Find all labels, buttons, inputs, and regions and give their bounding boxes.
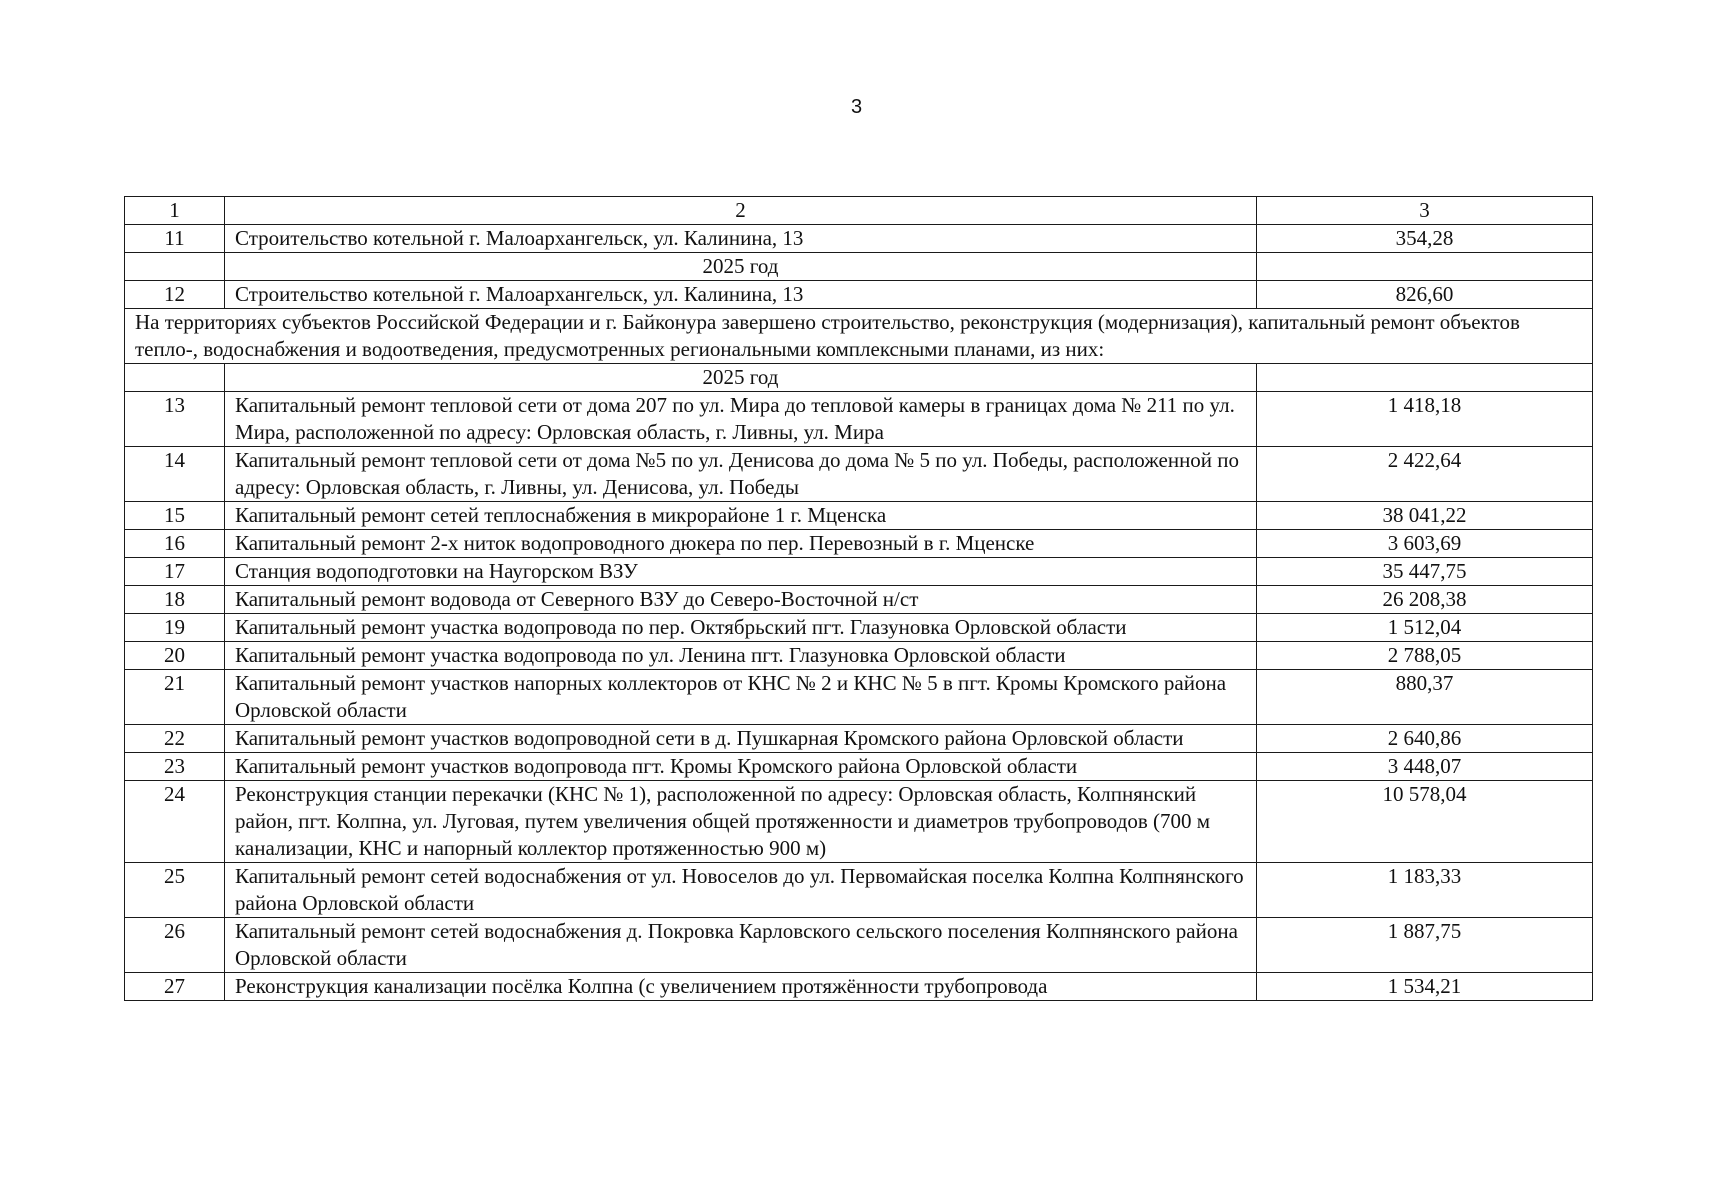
table-row xyxy=(125,586,1593,614)
row-number: 14 xyxy=(125,447,225,502)
section-note-row xyxy=(125,309,1593,364)
row-name: Капитальный ремонт участков напорных коллекторов от КНС № 2 и КНС № 5 в пгт. Кромы Кромского района Орловской области xyxy=(225,670,1257,725)
table-row xyxy=(125,502,1593,530)
table-row xyxy=(125,281,1593,309)
row-number: 25 xyxy=(125,863,225,918)
row-number: 24 xyxy=(125,781,225,863)
row-value: 880,37 xyxy=(1257,670,1593,725)
header-col-2: 2 xyxy=(225,197,1257,225)
section-year: 2025 год xyxy=(225,364,1257,392)
row-number: 19 xyxy=(125,614,225,642)
row-name: Капитальный ремонт тепловой сети от дома №5 по ул. Денисова до дома № 5 по ул. Победы, расположенной по адресу: Орловская область, г. Ливны, ул. Денисова, ул. Победы xyxy=(225,447,1257,502)
row-name: Капитальный ремонт сетей водоснабжения д. Покровка Карловского сельского поселения Колпнянского района Орловской области xyxy=(225,918,1257,973)
row-value: 826,60 xyxy=(1257,281,1593,309)
table-row xyxy=(125,918,1593,973)
section-year-row xyxy=(125,253,1593,281)
section-note: На территориях субъектов Российской Федерации и г. Байконура завершено строительство, реконструкция (модернизация), капитальный ремонт объектов тепло-, водоснабжения и водоотведения, предусмотренных региональными комплексными планами, из них: xyxy=(125,309,1593,364)
empty-cell xyxy=(125,253,225,281)
row-value: 1 534,21 xyxy=(1257,973,1593,1001)
section-year: 2025 год xyxy=(225,253,1257,281)
row-number: 21 xyxy=(125,670,225,725)
row-number: 20 xyxy=(125,642,225,670)
row-number: 16 xyxy=(125,530,225,558)
row-number: 17 xyxy=(125,558,225,586)
table-row xyxy=(125,670,1593,725)
row-name: Капитальный ремонт участка водопровода по ул. Ленина пгт. Глазуновка Орловской области xyxy=(225,642,1257,670)
row-number: 27 xyxy=(125,973,225,1001)
row-name: Строительство котельной г. Малоархангельск, ул. Калинина, 13 xyxy=(225,225,1257,253)
row-name: Капитальный ремонт участка водопровода по пер. Октябрьский пгт. Глазуновка Орловской области xyxy=(225,614,1257,642)
table-row xyxy=(125,781,1593,863)
row-value: 38 041,22 xyxy=(1257,502,1593,530)
table-row xyxy=(125,447,1593,502)
table-header-row xyxy=(125,197,1593,225)
header-col-1: 1 xyxy=(125,197,225,225)
row-name: Капитальный ремонт 2-х ниток водопроводного дюкера по пер. Перевозный в г. Мценске xyxy=(225,530,1257,558)
row-number: 15 xyxy=(125,502,225,530)
row-number: 26 xyxy=(125,918,225,973)
row-value: 26 208,38 xyxy=(1257,586,1593,614)
row-name: Реконструкция станции перекачки (КНС № 1), расположенной по адресу: Орловская область, Колпнянский район, пгт. Колпна, ул. Луговая, путем увеличения общей протяженности и диаметров трубопроводов (700 м канализации, КНС и напорный коллектор протяженностью 900 м) xyxy=(225,781,1257,863)
row-value: 3 603,69 xyxy=(1257,530,1593,558)
row-number: 22 xyxy=(125,725,225,753)
row-value: 354,28 xyxy=(1257,225,1593,253)
row-name: Станция водоподготовки на Наугорском ВЗУ xyxy=(225,558,1257,586)
row-name: Капитальный ремонт сетей водоснабжения от ул. Новоселов до ул. Первомайская поселка Колпна Колпнянского района Орловской области xyxy=(225,863,1257,918)
table-row xyxy=(125,973,1593,1001)
row-number: 18 xyxy=(125,586,225,614)
row-number: 23 xyxy=(125,753,225,781)
row-name: Капитальный ремонт участков водопровода пгт. Кромы Кромского района Орловской области xyxy=(225,753,1257,781)
row-name: Капитальный ремонт участков водопроводной сети в д. Пушкарная Кромского района Орловской области xyxy=(225,725,1257,753)
row-value: 1 418,18 xyxy=(1257,392,1593,447)
table-row xyxy=(125,614,1593,642)
row-number: 12 xyxy=(125,281,225,309)
empty-cell xyxy=(1257,253,1593,281)
row-value: 2 788,05 xyxy=(1257,642,1593,670)
table-row xyxy=(125,725,1593,753)
row-value: 2 422,64 xyxy=(1257,447,1593,502)
row-value: 3 448,07 xyxy=(1257,753,1593,781)
table-row xyxy=(125,753,1593,781)
page-number: 3 xyxy=(850,96,863,118)
row-value: 1 183,33 xyxy=(1257,863,1593,918)
table-row xyxy=(125,392,1593,447)
table-row xyxy=(125,225,1593,253)
row-name: Капитальный ремонт водовода от Северного ВЗУ до Северо-Восточной н/ст xyxy=(225,586,1257,614)
objects-table xyxy=(124,196,1593,1001)
section-year-row xyxy=(125,364,1593,392)
row-value: 35 447,75 xyxy=(1257,558,1593,586)
row-value: 10 578,04 xyxy=(1257,781,1593,863)
table-row xyxy=(125,642,1593,670)
empty-cell xyxy=(1257,364,1593,392)
header-col-3: 3 xyxy=(1257,197,1593,225)
row-name: Реконструкция канализации посёлка Колпна (с увеличением протяжённости трубопровода xyxy=(225,973,1257,1001)
row-value: 2 640,86 xyxy=(1257,725,1593,753)
table-row xyxy=(125,530,1593,558)
row-name: Капитальный ремонт тепловой сети от дома 207 по ул. Мира до тепловой камеры в границах дома № 211 по ул. Мира, расположенной по адресу: Орловская область, г. Ливны, ул. Мира xyxy=(225,392,1257,447)
row-value: 1 887,75 xyxy=(1257,918,1593,973)
empty-cell xyxy=(125,364,225,392)
table-row xyxy=(125,558,1593,586)
row-number: 11 xyxy=(125,225,225,253)
table-row xyxy=(125,863,1593,918)
row-name: Строительство котельной г. Малоархангельск, ул. Калинина, 13 xyxy=(225,281,1257,309)
row-name: Капитальный ремонт сетей теплоснабжения в микрорайоне 1 г. Мценска xyxy=(225,502,1257,530)
row-value: 1 512,04 xyxy=(1257,614,1593,642)
row-number: 13 xyxy=(125,392,225,447)
